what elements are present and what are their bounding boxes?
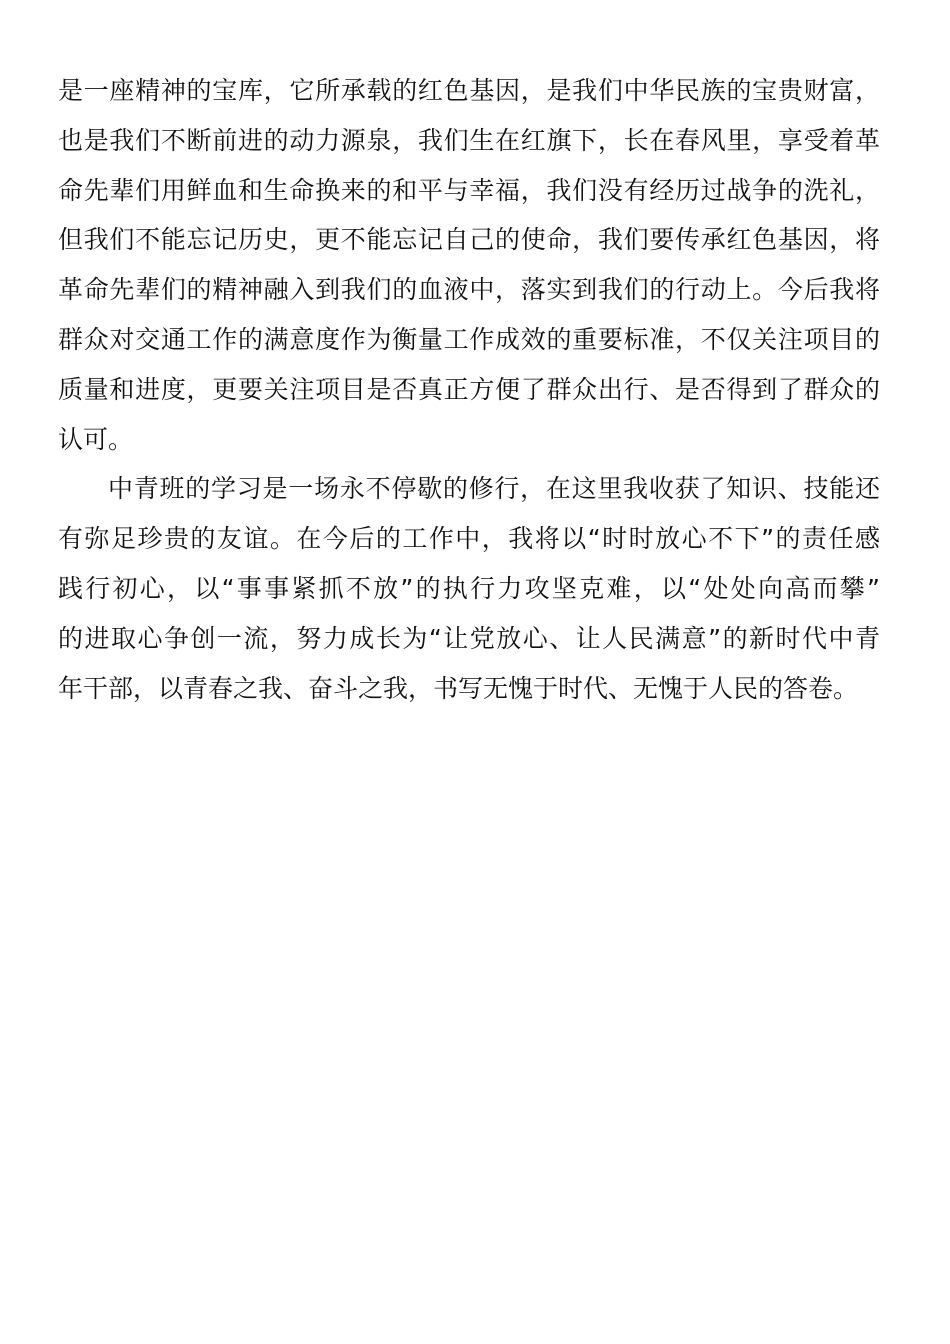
paragraph-line: 命先辈们用鲜血和生命换来的和平与幸福，我们没有经历过战争的洗礼， [58, 175, 880, 205]
paragraph-line: 但我们不能忘记历史，更不能忘记自己的使命，我们要传承红色基因，将 [58, 225, 880, 255]
paragraph-line: 有弥足珍贵的友谊。在今后的工作中，我将以“时时放心不下”的责任感 [58, 524, 880, 554]
paragraph-line: 中青班的学习是一场永不停歇的修行，在这里我收获了知识、技能还 [108, 474, 880, 504]
paragraph-line: 年干部，以青春之我、奋斗之我，书写无愧于时代、无愧于人民的答卷。 [58, 673, 859, 703]
paragraph-line: 也是我们不断前进的动力源泉，我们生在红旗下，长在春风里，享受着革 [58, 125, 880, 155]
paragraph-line: 革命先辈们的精神融入到我们的血液中，落实到我们的行动上。今后我将 [58, 275, 880, 305]
paragraph-1 [58, 66, 880, 464]
paragraph-line: 是一座精神的宝库，它所承载的红色基因，是我们中华民族的宝贵财富， [58, 76, 880, 105]
paragraph-line: 群众对交通工作的满意度作为衡量工作成效的重要标准，不仅关注项目的 [58, 324, 880, 354]
paragraph-line: 的进取心争创一流，努力成长为“让党放心、让人民满意”的新时代中青 [58, 623, 880, 653]
document-body [58, 66, 880, 713]
paragraph-line: 践行初心，以“事事紧抓不放”的执行力攻坚克难，以“处处向高而攀” [58, 573, 880, 603]
paragraph-line: 质量和进度，更要关注项目是否真正方便了群众出行、是否得到了群众的 [58, 374, 880, 404]
paragraph-line: 认可。 [58, 424, 134, 454]
paragraph-2 [58, 464, 880, 713]
